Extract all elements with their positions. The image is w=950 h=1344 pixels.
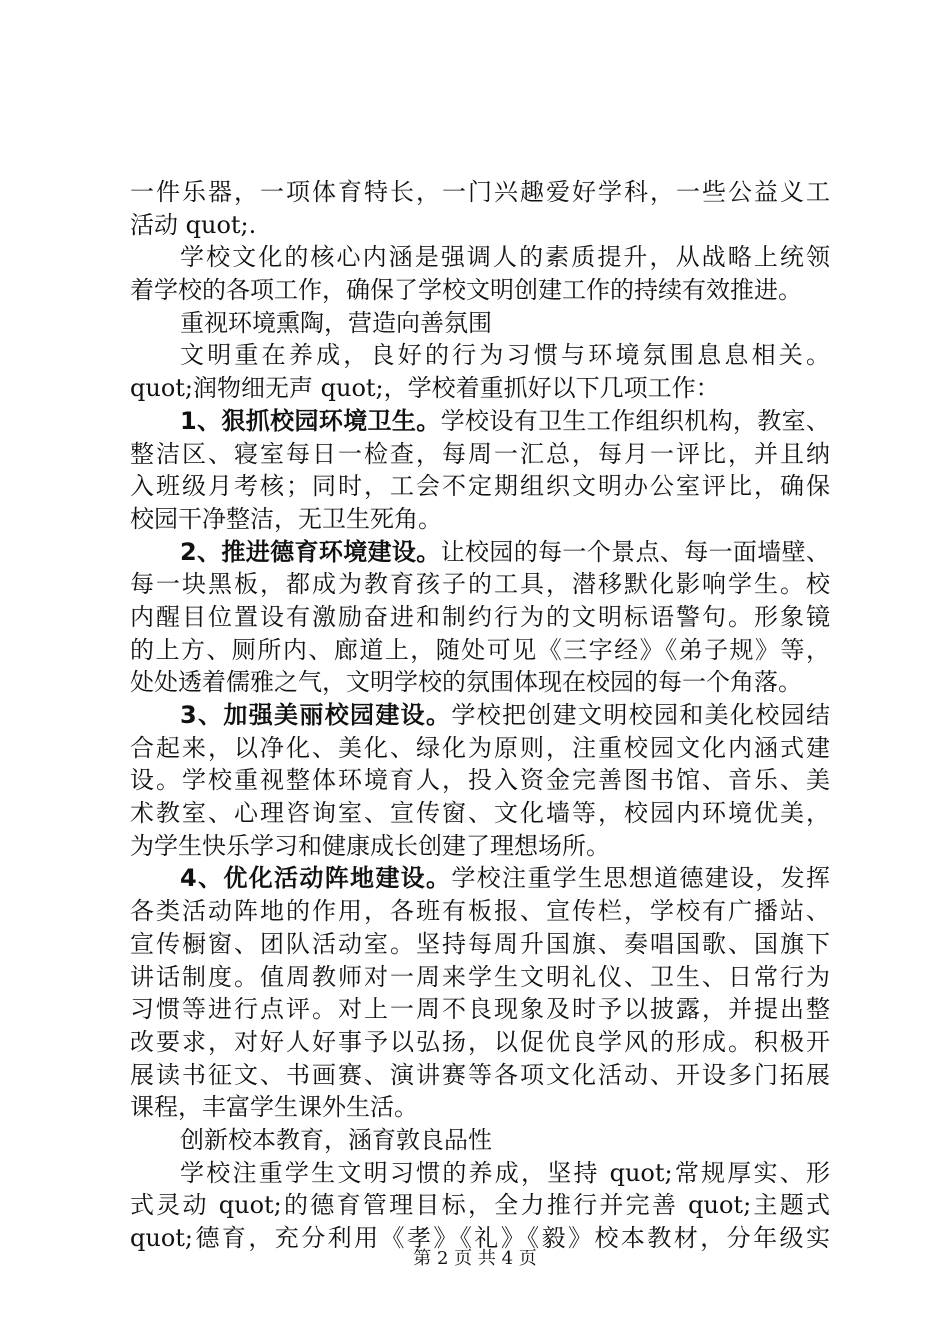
line-text: 内醒目位置设有激励奋进和制约行为的文明标语警句。形象镜 <box>130 602 830 631</box>
line-text: quot;德育，充分利用《孝》《礼》《毅》校本教材，分年级实 <box>130 1224 830 1252</box>
line-text: 入班级月考核；同时，工会不定期组织文明办公室评比，确保 <box>130 472 830 501</box>
text-line <box>130 862 830 895</box>
text-line <box>130 438 830 471</box>
line-text: 宣传橱窗、团队活动室。坚持每周升国旗、奏唱国歌、国旗下 <box>130 929 830 958</box>
page-footer: 第 2 页 共 4 页 <box>413 1248 537 1269</box>
text-line <box>130 666 830 699</box>
text-line <box>130 634 830 667</box>
text-line <box>130 503 830 536</box>
text-line <box>130 307 830 340</box>
line-text: 式灵动 quot;的德育管理目标，全力推行并完善 quot;主题式 <box>130 1191 830 1220</box>
line-text: 习惯等进行点评。对上一周不良现象及时予以披露，并提出整 <box>130 995 830 1024</box>
document-body <box>130 176 830 1255</box>
bold-heading: 2、推进德育环境建设。 <box>180 537 441 566</box>
line-text: 学校把创建文明校园和美化校园结 <box>451 701 831 729</box>
text-line <box>130 961 830 994</box>
bold-heading: 1、狠抓校园环境卫生。 <box>180 406 441 435</box>
text-line <box>130 1157 830 1190</box>
line-text: 学校设有卫生工作组织机构，教室、 <box>440 406 831 435</box>
line-text: 讲话制度。值周教师对一周来学生文明礼仪、卫生、日常行为 <box>130 962 830 991</box>
text-line <box>130 797 830 830</box>
line-text: 文明重在养成，良好的行为习惯与环境氛围息息相关。 <box>180 341 830 370</box>
line-text: 展读书征文、书画赛、演讲赛等各项文化活动、开设多门拓展 <box>130 1060 830 1089</box>
text-line <box>130 830 830 863</box>
line-text: 创新校本教育，涵育敦良品性 <box>180 1125 492 1154</box>
line-text: 着学校的各项工作，确保了学校文明创建工作的持续有效推进。 <box>130 276 802 305</box>
line-text: 学校注重学生文明习惯的养成，坚持 quot;常规厚实、形 <box>180 1158 830 1187</box>
text-line <box>130 241 830 274</box>
text-line <box>130 176 830 209</box>
text-line <box>130 1026 830 1059</box>
text-line <box>130 1124 830 1157</box>
text-line <box>130 470 830 503</box>
text-line <box>130 732 830 765</box>
line-text: 让校园的每一个景点、每一面墙壁、 <box>440 537 831 566</box>
text-line <box>130 372 830 405</box>
line-text: 每一块黑板，都成为教育孩子的工具，潜移默化影响学生。校 <box>130 570 830 599</box>
text-line <box>130 405 830 438</box>
bold-heading: 4、优化活动阵地建设。 <box>180 864 452 893</box>
line-text: 活动 quot;. <box>130 210 257 239</box>
text-line <box>130 339 830 372</box>
line-text: quot;润物细无声 quot;，学校着重抓好以下几项工作： <box>130 374 720 403</box>
line-text: 术教室、心理咨询室、宣传窗、文化墙等，校园内环境优美， <box>130 799 830 828</box>
line-text: 设。学校重视整体环境育人，投入资金完善图书馆、音乐、美 <box>130 766 830 795</box>
line-text: 整洁区、寝室每日一检查，每周一汇总，每月一评比，并且纳 <box>130 439 830 468</box>
text-line <box>130 928 830 961</box>
text-line <box>130 1059 830 1092</box>
text-line <box>130 764 830 797</box>
text-line <box>130 601 830 634</box>
text-line <box>130 895 830 928</box>
text-line <box>130 209 830 242</box>
line-text: 学校注重学生思想道德建设，发挥 <box>451 864 831 893</box>
line-text: 学校文化的核心内涵是强调人的素质提升，从战略上统领 <box>180 243 830 272</box>
line-text: 合起来，以净化、美化、绿化为原则，注重校园文化内涵式建 <box>130 733 830 762</box>
line-text: 校园干净整洁，无卫生死角。 <box>130 504 442 533</box>
line-text: 重视环境熏陶，营造向善氛围 <box>180 308 492 337</box>
line-text: 各类活动阵地的作用，各班有板报、宣传栏，学校有广播站、 <box>130 897 830 926</box>
line-text: 为学生快乐学习和健康成长创建了理想场所。 <box>130 831 610 860</box>
text-line <box>130 1091 830 1124</box>
text-line <box>130 274 830 307</box>
line-text: 的上方、厕所内、廊道上，随处可见《三字经》《弟子规》等， <box>130 635 830 664</box>
text-line <box>130 568 830 601</box>
text-line <box>130 536 830 569</box>
line-text: 改要求，对好人好事予以弘扬，以促优良学风的形成。积极开 <box>130 1027 830 1056</box>
line-text: 处处透着儒雅之气，文明学校的氛围体现在校园的每一个角落。 <box>130 668 802 697</box>
text-line <box>130 993 830 1026</box>
line-text: 一件乐器，一项体育特长，一门兴趣爱好学科，一些公益义工 <box>130 178 830 206</box>
text-line <box>130 699 830 732</box>
line-text: 课程，丰富学生课外生活。 <box>130 1093 418 1122</box>
text-line <box>130 1189 830 1222</box>
bold-heading: 3、加强美丽校园建设。 <box>180 701 452 729</box>
